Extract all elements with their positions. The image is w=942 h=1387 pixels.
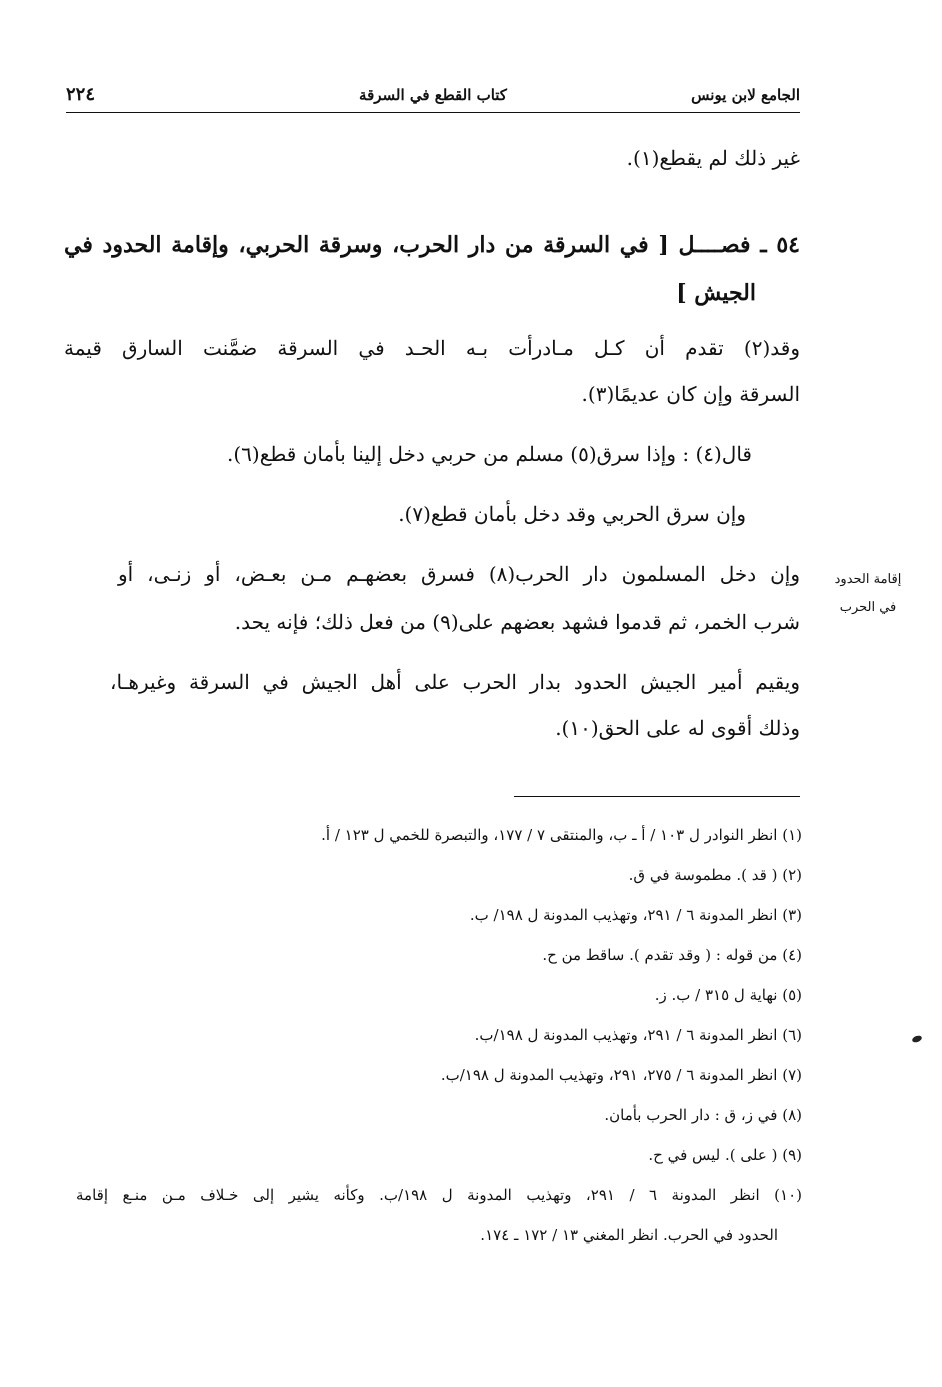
footnote: (١٠) انظر المدونة ٦ / ٢٩١، وتهذيب المدونة ل ١٩٨/ب. وكأنه يشير إلى خـلاف مـن منـع إقامة (76, 1186, 803, 1204)
margin-note (826, 566, 910, 622)
footnote-continued: الحدود في الحرب. انظر المغني ١٣ / ١٧٢ ـ ١٧٤. (480, 1226, 778, 1244)
header-book-title: الجامع لابن يونس (691, 86, 800, 104)
footnote: (٨) في ز، ق : دار الحرب بأمان. (604, 1106, 802, 1124)
ink-mark (911, 1034, 922, 1043)
footnote: (٧) انظر المدونة ٦ / ٢٧٥، ٢٩١، وتهذيب المدونة ل ١٩٨/ب. (440, 1066, 802, 1084)
paragraph-line: وإن سرق الحربي وقد دخل بأمان قطع(٧). (398, 502, 746, 526)
paragraph-line: وإن دخل المسلمون دار الحرب(٨) فسرق بعضهـم مـن بعـض، أو زنـى، أو (118, 562, 800, 586)
paragraph-line: وذلك أقوى له على الحق(١٠). (555, 716, 800, 740)
paragraph-line: وقد(٢) تقدم أن كـل مـادرأت بـه الحـد في السرقة ضمَّنت السارق قيمة (64, 336, 800, 360)
footnote: (٣) انظر المدونة ٦ / ٢٩١، وتهذيب المدونة ل ١٩٨/ ب. (469, 906, 802, 924)
text-line: غير ذلك لم يقطع(١). (626, 146, 800, 170)
header-chapter-title: كتاب القطع في السرقة (359, 86, 507, 104)
footnote: (٩) ( على ). ليس في ح. (648, 1146, 802, 1164)
page-number: ٢٢٤ (66, 84, 96, 105)
footnote: (١) انظر النوادر ل ١٠٣ / أ ـ ب، والمنتقى ٧ / ١٧٧، والتبصرة للخمي ل ١٢٣ / أ. (321, 826, 802, 844)
paragraph-line: قال(٤) : وإذا سرق(٥) مسلم من حربي دخل إلينا بأمان قطع(٦). (227, 442, 752, 466)
margin-note-line: في الحرب (839, 600, 897, 615)
paragraph-line: ويقيم أمير الجيش الحدود بدار الحرب على أهل الجيش في السرقة وغيرهـا، (110, 670, 800, 694)
header-rule (66, 112, 800, 113)
footnote: (٤) من قوله : ( وقد تقدم ). ساقط من ح. (542, 946, 802, 964)
footnote: (٦) انظر المدونة ٦ / ٢٩١، وتهذيب المدونة ل ١٩٨/ب. (474, 1026, 802, 1044)
section-heading-continued: الجيش ] (676, 280, 756, 306)
margin-note-line: إقامة الحدود (834, 572, 902, 587)
running-header (66, 84, 800, 110)
footnote: (٥) نهاية ل ٣١٥ / ب. ز. (654, 986, 802, 1004)
footnote-separator (514, 796, 800, 797)
section-heading: ٥٤ ـ فصــــل [ في السرقة من دار الحرب، وسرقة الحربي، وإقامة الحدود في (64, 232, 800, 258)
footnote: (٢) ( قد ). مطموسة في ق. (628, 866, 802, 884)
paragraph-line: السرقة وإن كان عديمًا(٣). (581, 382, 800, 406)
paragraph-line: شرب الخمر، ثم قدموا فشهد بعضهم على(٩) من فعل ذلك؛ فإنه يحد. (234, 610, 800, 634)
